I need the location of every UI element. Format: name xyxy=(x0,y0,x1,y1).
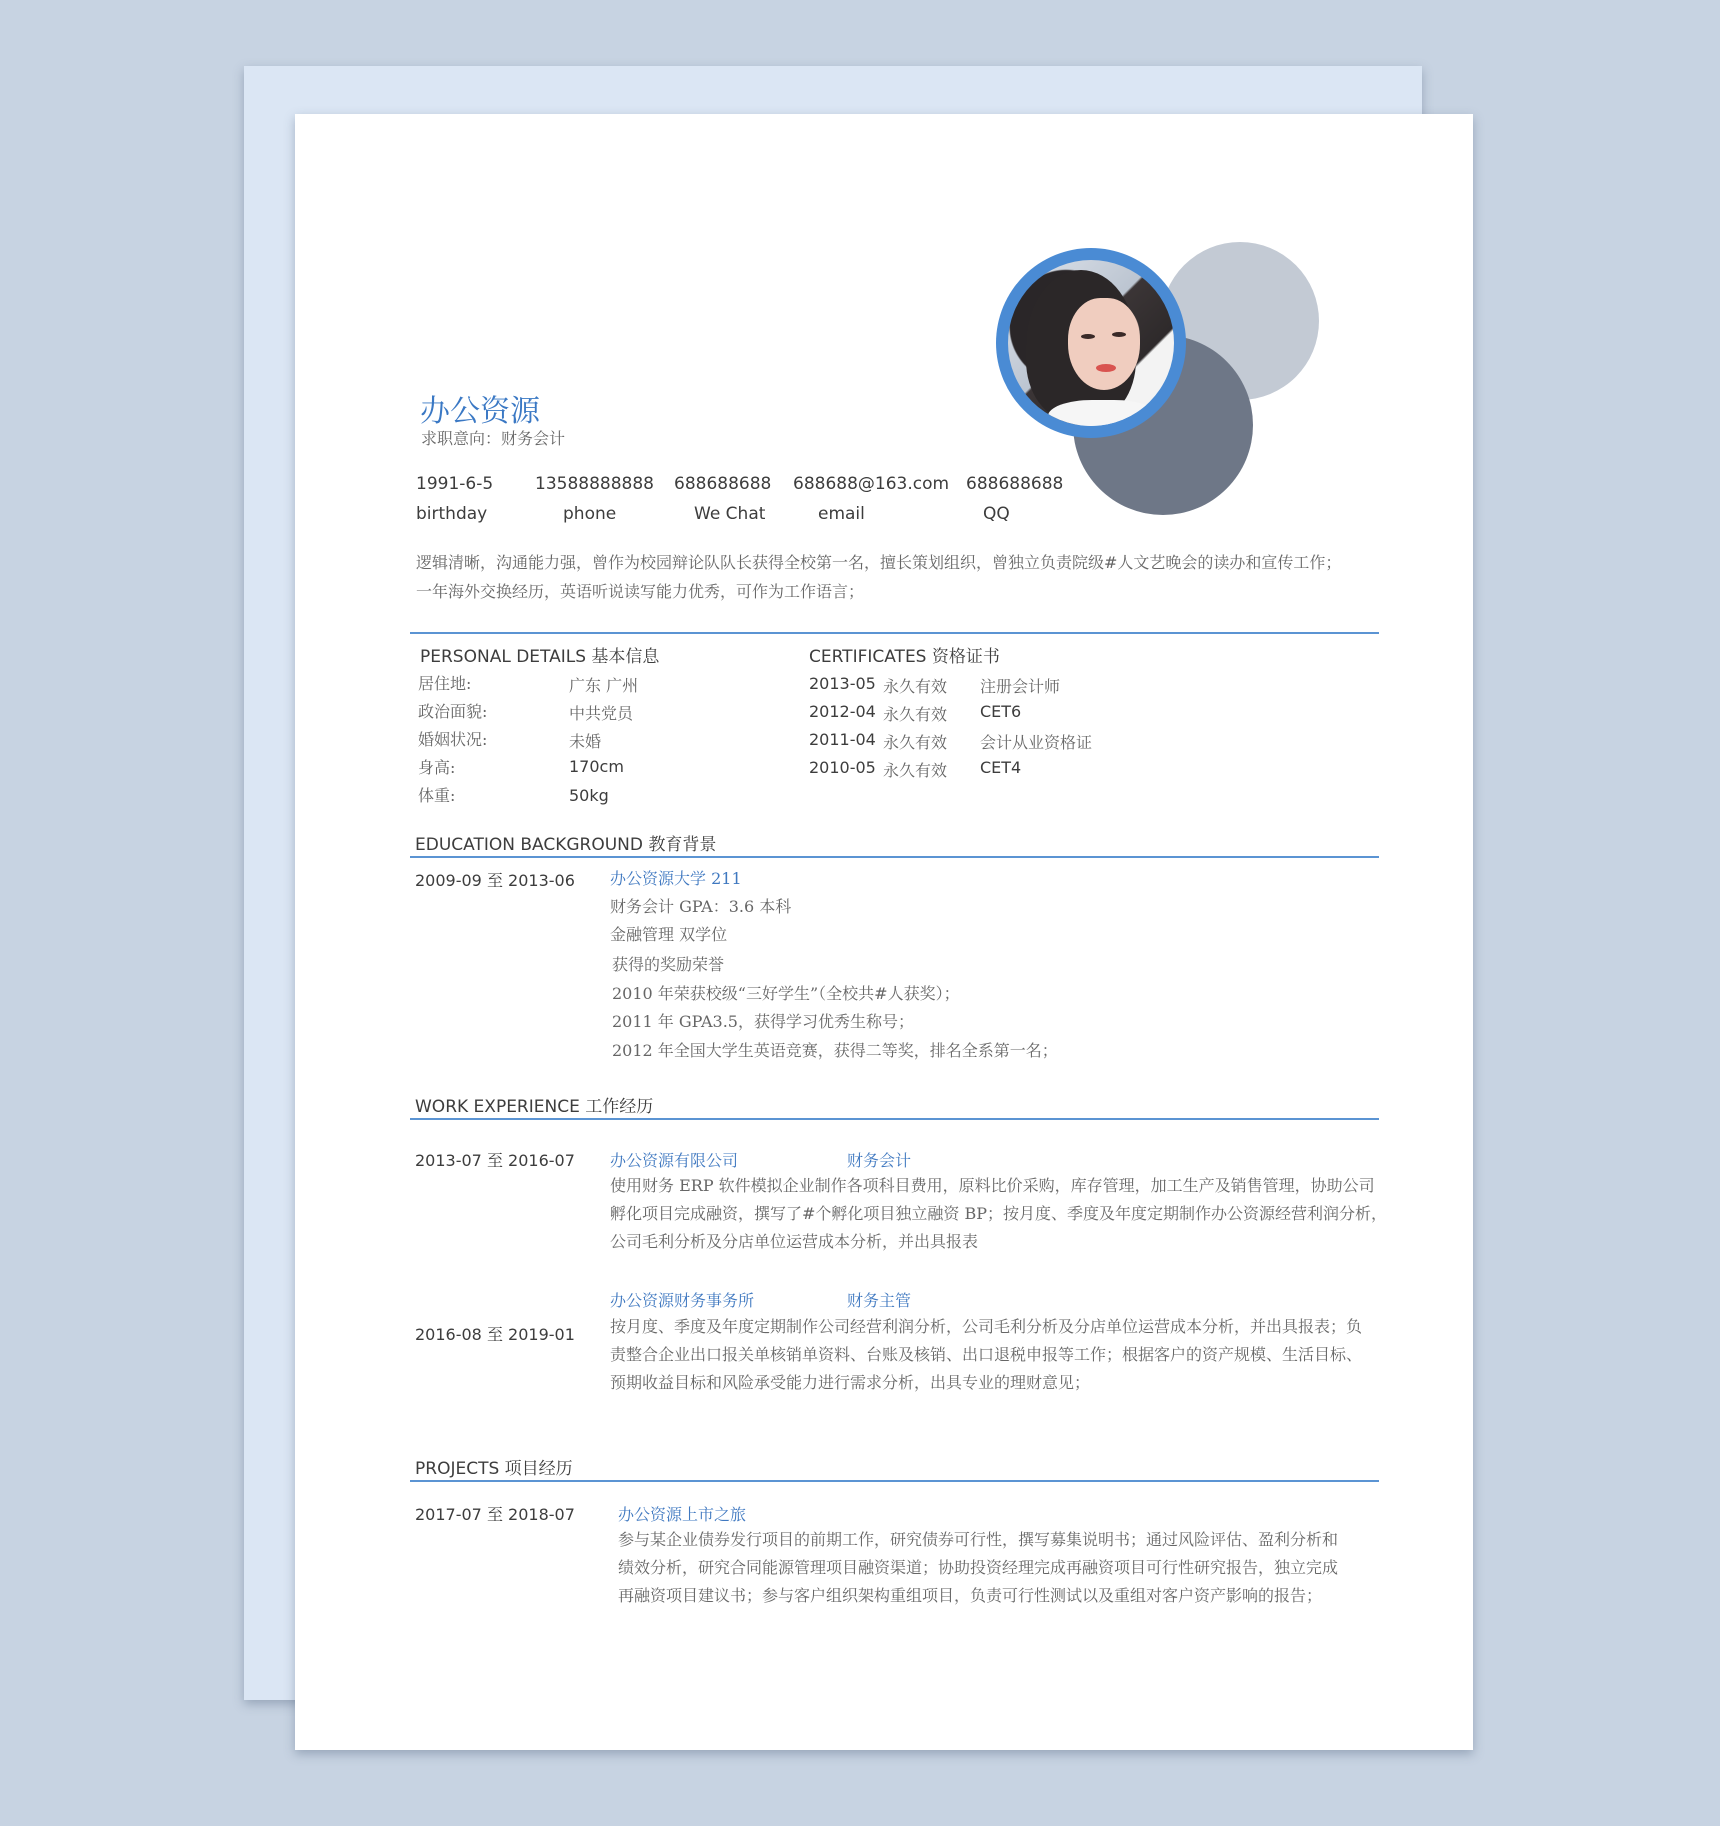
job-period: 2016-08 至 2019-01 xyxy=(415,1325,575,1344)
divider xyxy=(410,632,1379,634)
personal-value: 广东 广州 xyxy=(569,676,639,695)
personal-label: 政治面貌: xyxy=(418,702,488,721)
contact-wechat-label: We Chat xyxy=(694,504,766,524)
honor-item: 2010 年荣获校级“三好学生”（全校共#人获奖）； xyxy=(612,984,960,1003)
summary xyxy=(416,548,1376,606)
cert-date: 2010-05 xyxy=(809,758,876,777)
cert-validity: 永久有效 xyxy=(883,705,948,724)
cert-validity: 永久有效 xyxy=(883,733,948,752)
personal-label: 婚姻状况: xyxy=(418,730,488,749)
job-position: 财务会计 xyxy=(847,1151,912,1170)
personal-label: 居住地: xyxy=(418,674,472,693)
personal-value: 未婚 xyxy=(569,732,602,751)
cert-name: CET6 xyxy=(980,702,1022,721)
personal-value: 50kg xyxy=(569,786,609,805)
avatar xyxy=(1008,260,1174,426)
contact-email-value: 688688@163.com xyxy=(793,474,950,494)
summary-line: 逻辑清晰，沟通能力强，曾作为校园辩论队队长获得全校第一名，擅长策划组织，曾独立负责院级#人文艺晚会的读办和宣传工作； xyxy=(416,553,1342,572)
honor-item: 2011 年 GPA3.5，获得学习优秀生称号； xyxy=(612,1012,914,1031)
divider xyxy=(410,856,1379,858)
project-description: 参与某企业债券发行项目的前期工作，研究债券可行性，撰写募集说明书；通过风险评估、盈利分析和 绩效分析，研究合同能源管理项目融资渠道；协助投资经理完成再融资项目可行性研究报告，独立完成 再融资项目建议书；参与客户组织架构重组项目，负责可行性测试以及重组对客户资产影响的报告； xyxy=(618,1530,1339,1605)
cert-date: 2013-05 xyxy=(809,674,876,693)
personal-label: 身高: xyxy=(418,758,456,777)
personal-details-title: PERSONAL DETAILS 基本信息 xyxy=(420,647,660,667)
projects-title: PROJECTS 项目经历 xyxy=(415,1459,573,1479)
contact-phone-label: phone xyxy=(563,504,617,524)
cert-date: 2012-04 xyxy=(809,702,876,721)
personal-label: 体重: xyxy=(418,786,456,805)
divider xyxy=(410,1480,1379,1482)
cert-name: 注册会计师 xyxy=(980,677,1061,696)
contact-birthday-label: birthday xyxy=(416,504,488,524)
honors-title: 获得的奖励荣誉 xyxy=(612,955,725,974)
cert-name: CET4 xyxy=(980,758,1022,777)
cert-date: 2011-04 xyxy=(809,730,876,749)
work-title: WORK EXPERIENCE 工作经历 xyxy=(415,1097,654,1117)
education-school: 办公资源大学 211 xyxy=(610,869,742,888)
job-position: 财务主管 xyxy=(847,1291,912,1310)
cert-name: 会计从业资格证 xyxy=(980,733,1093,752)
education-title: EDUCATION BACKGROUND 教育背景 xyxy=(415,835,717,855)
contact-wechat-value: 688688688 xyxy=(674,474,772,494)
honor-item: 2012 年全国大学生英语竞赛，获得二等奖，排名全系第一名； xyxy=(612,1041,1058,1060)
job-description: 按月度、季度及年度定期制作公司经营利润分析，公司毛利分析及分店单位运营成本分析，并出具报表；负 责整合企业出口报关单核销单资料、台账及核销、出口退税申报等工作；根据客户的资产规模、生活目标、 预期收益目标和风险承受能力进行需求分析，出具专业的理财意见； xyxy=(610,1317,1363,1392)
divider xyxy=(410,1118,1379,1120)
project-period: 2017-07 至 2018-07 xyxy=(415,1505,575,1524)
summary-line: 一年海外交换经历，英语听说读写能力优秀，可作为工作语言； xyxy=(416,582,865,601)
job-company: 办公资源有限公司 xyxy=(610,1151,739,1170)
resume-page xyxy=(295,114,1473,1750)
contact-qq-label: QQ xyxy=(983,504,1010,524)
personal-value: 170cm xyxy=(569,757,624,776)
certificates-title: CERTIFICATES 资格证书 xyxy=(809,647,1000,667)
job-period: 2013-07 至 2016-07 xyxy=(415,1151,575,1170)
job-intent: 求职意向：财务会计 xyxy=(421,429,566,448)
education-minor: 金融管理 双学位 xyxy=(610,925,728,944)
contact-email-label: email xyxy=(818,504,865,524)
job-description: 使用财务 ERP 软件模拟企业制作各项科目费用，原料比价采购，库存管理，加工生产及销售管理，协助公司 孵化项目完成融资，撰写了#个孵化项目独立融资 BP；按月度、季度及年度定期制作办公资源经营利润分析， 公司毛利分析及分店单位运营成本分析，并出具报表 xyxy=(610,1176,1388,1251)
job-company: 办公资源财务事务所 xyxy=(610,1291,755,1310)
cert-validity: 永久有效 xyxy=(883,677,948,696)
contact-phone-value: 13588888888 xyxy=(535,474,654,494)
candidate-name: 办公资源 xyxy=(420,394,540,429)
cert-validity: 永久有效 xyxy=(883,761,948,780)
education-major: 财务会计 GPA：3.6 本科 xyxy=(610,897,792,916)
contact-qq-value: 688688688 xyxy=(966,474,1064,494)
education-period: 2009-09 至 2013-06 xyxy=(415,871,575,890)
project-name: 办公资源上市之旅 xyxy=(618,1505,747,1524)
personal-value: 中共党员 xyxy=(569,704,634,723)
contact-birthday-value: 1991-6-5 xyxy=(416,474,494,494)
